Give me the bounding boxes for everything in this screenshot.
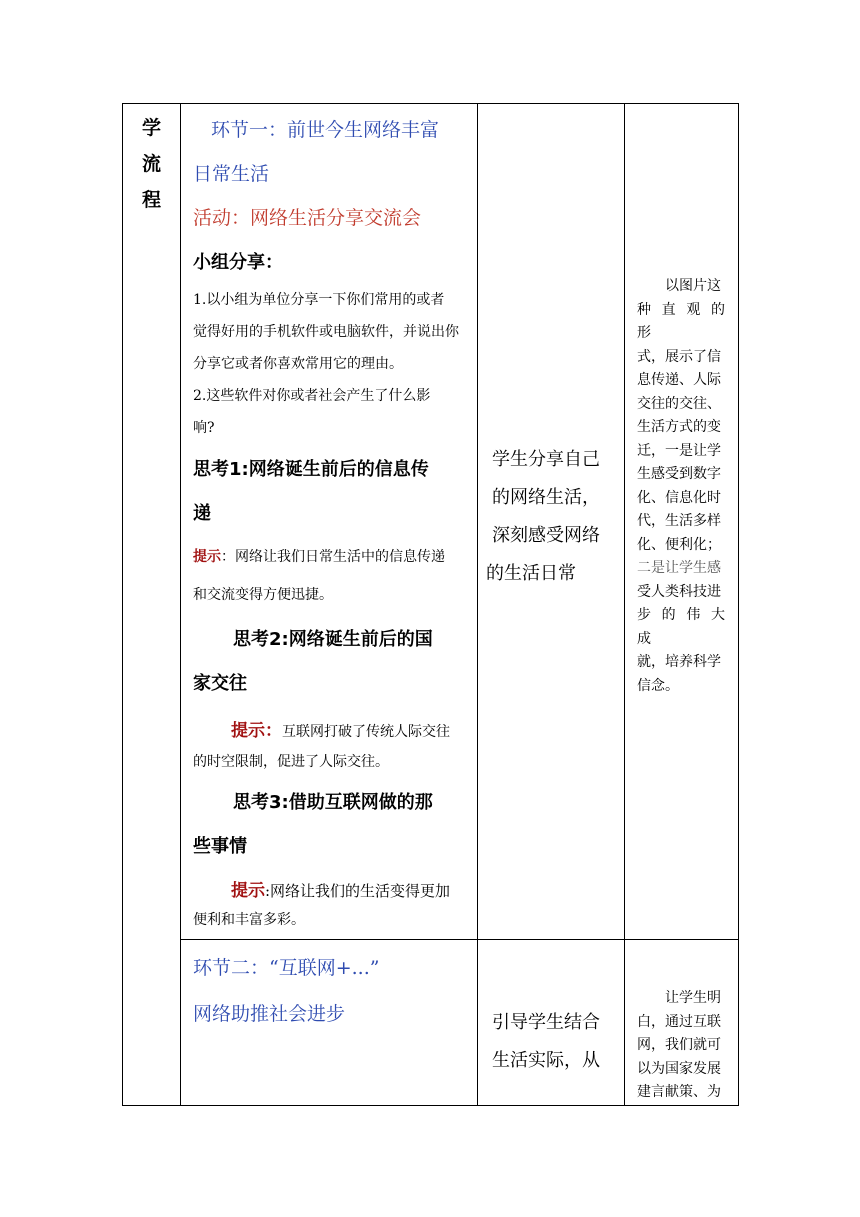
student-activity-line: 学生分享自己 <box>492 449 600 470</box>
design-intent-line: 种直观的形 <box>637 301 730 341</box>
think-3-line: 些事情 <box>193 836 247 857</box>
hint-3-line: :网络让我们的生活变得更加 <box>265 882 451 900</box>
design-intent-line: 式，展示了信 <box>637 348 721 365</box>
design-intent-line: 化、便利化； <box>637 536 721 553</box>
section1-title: 环节一：前世今生网络丰富 <box>211 119 440 141</box>
design-intent-line: 网，我们就可 <box>637 1037 721 1053</box>
stage-char: 程 <box>141 189 161 211</box>
section2-title: 环节二：“互联网+...” <box>193 957 380 979</box>
section1-content-cell <box>181 104 478 940</box>
hint-3-line: 便利和丰富多彩。 <box>193 912 305 928</box>
section2-title-cont: 网络助推社会进步 <box>193 1003 346 1025</box>
table-row <box>123 940 739 1106</box>
think-3-line: 思考3:借助互联网做的那 <box>233 792 433 813</box>
stage-label-cell <box>123 104 181 1106</box>
design-intent-line: 生活方式的变 <box>637 419 721 435</box>
section1-student-activity-cell <box>478 104 625 940</box>
question-1-line: 分享它或者你喜欢常用它的理由。 <box>193 356 403 372</box>
question-2-line: 响? <box>193 420 215 436</box>
student-activity-line: 深刻感受网络 <box>492 525 600 546</box>
design-intent-line: 让学生明 <box>665 990 721 1006</box>
question-1-line: 1.以小组为单位分享一下你们常用的或者 <box>193 292 445 308</box>
question-2-line: 2.这些软件对你或者社会产生了什么影 <box>193 388 431 404</box>
section2-design-intent-cell <box>625 940 739 1106</box>
design-intent-line: 就，培养科学 <box>637 654 721 670</box>
think-2 <box>193 618 477 706</box>
section1-design-intent-cell <box>625 104 739 940</box>
question-2 <box>193 380 477 444</box>
design-intent-line: 交往的交往、 <box>637 395 721 412</box>
design-intent-line: 步的伟大成 <box>637 607 730 647</box>
design-intent-line: 息传递、人际 <box>637 372 721 388</box>
design-intent-line: 受人类科技进 <box>637 583 721 600</box>
stage-char: 学 <box>141 117 161 139</box>
hint-1-line: ：网络让我们日常生活中的信息传递 <box>221 549 445 565</box>
student-activity-line: 的生活日常 <box>486 563 576 584</box>
design-intent-line: 二是让学生感 <box>637 560 721 576</box>
question-1 <box>193 284 477 380</box>
think-1 <box>193 448 477 536</box>
hint-1 <box>193 538 477 614</box>
question-1-line: 觉得好用的手机软件或电脑软件，并说出你 <box>193 324 459 340</box>
hint-2 <box>193 716 477 777</box>
section2-content-cell <box>181 940 478 1106</box>
hint-3-label: 提示 <box>231 881 265 901</box>
student-activity-line: 生活实际，从 <box>492 1050 600 1071</box>
hint-2-line: 的时空限制，促进了人际交往。 <box>193 754 389 770</box>
design-intent-line: 白，通过互联 <box>637 1013 721 1030</box>
think-1-line: 思考1:网络诞生前后的信息传 <box>193 459 429 480</box>
section1-title-cont: 日常生活 <box>193 163 270 185</box>
design-intent-line: 迁，一是让学 <box>637 442 721 459</box>
hint-2-label: 提示： <box>231 721 282 741</box>
design-intent-line: 以为国家发展 <box>637 1060 721 1077</box>
design-intent-line: 生感受到数字 <box>637 466 721 482</box>
design-intent-line: 以图片这 <box>665 278 721 294</box>
stage-char: 流 <box>141 153 161 175</box>
think-3 <box>193 781 477 869</box>
think-2-line: 家交往 <box>193 673 247 694</box>
table-row <box>123 104 739 940</box>
design-intent-line: 信念。 <box>637 677 679 694</box>
design-intent-line: 化、信息化时 <box>637 489 721 506</box>
group-share-heading: 小组分享： <box>193 252 283 273</box>
hint-3 <box>193 877 477 934</box>
hint-1-label: 提示 <box>193 549 221 565</box>
section2-student-activity-cell <box>478 940 625 1106</box>
think-1-line: 递 <box>193 503 211 524</box>
design-intent-line: 建言献策、为 <box>637 1084 721 1100</box>
design-intent-line: 代，生活多样 <box>637 513 721 529</box>
hint-2-line: 互联网打破了传统人际交往 <box>282 724 450 740</box>
student-activity-line: 的网络生活， <box>492 487 600 508</box>
activity-title: 活动：网络生活分享交流会 <box>193 207 422 229</box>
student-activity-line: 引导学生结合 <box>492 1012 600 1033</box>
think-2-line: 思考2:网络诞生前后的国 <box>233 629 433 650</box>
lesson-plan-table <box>122 103 739 1106</box>
hint-1-line: 和交流变得方便迅捷。 <box>193 587 333 603</box>
